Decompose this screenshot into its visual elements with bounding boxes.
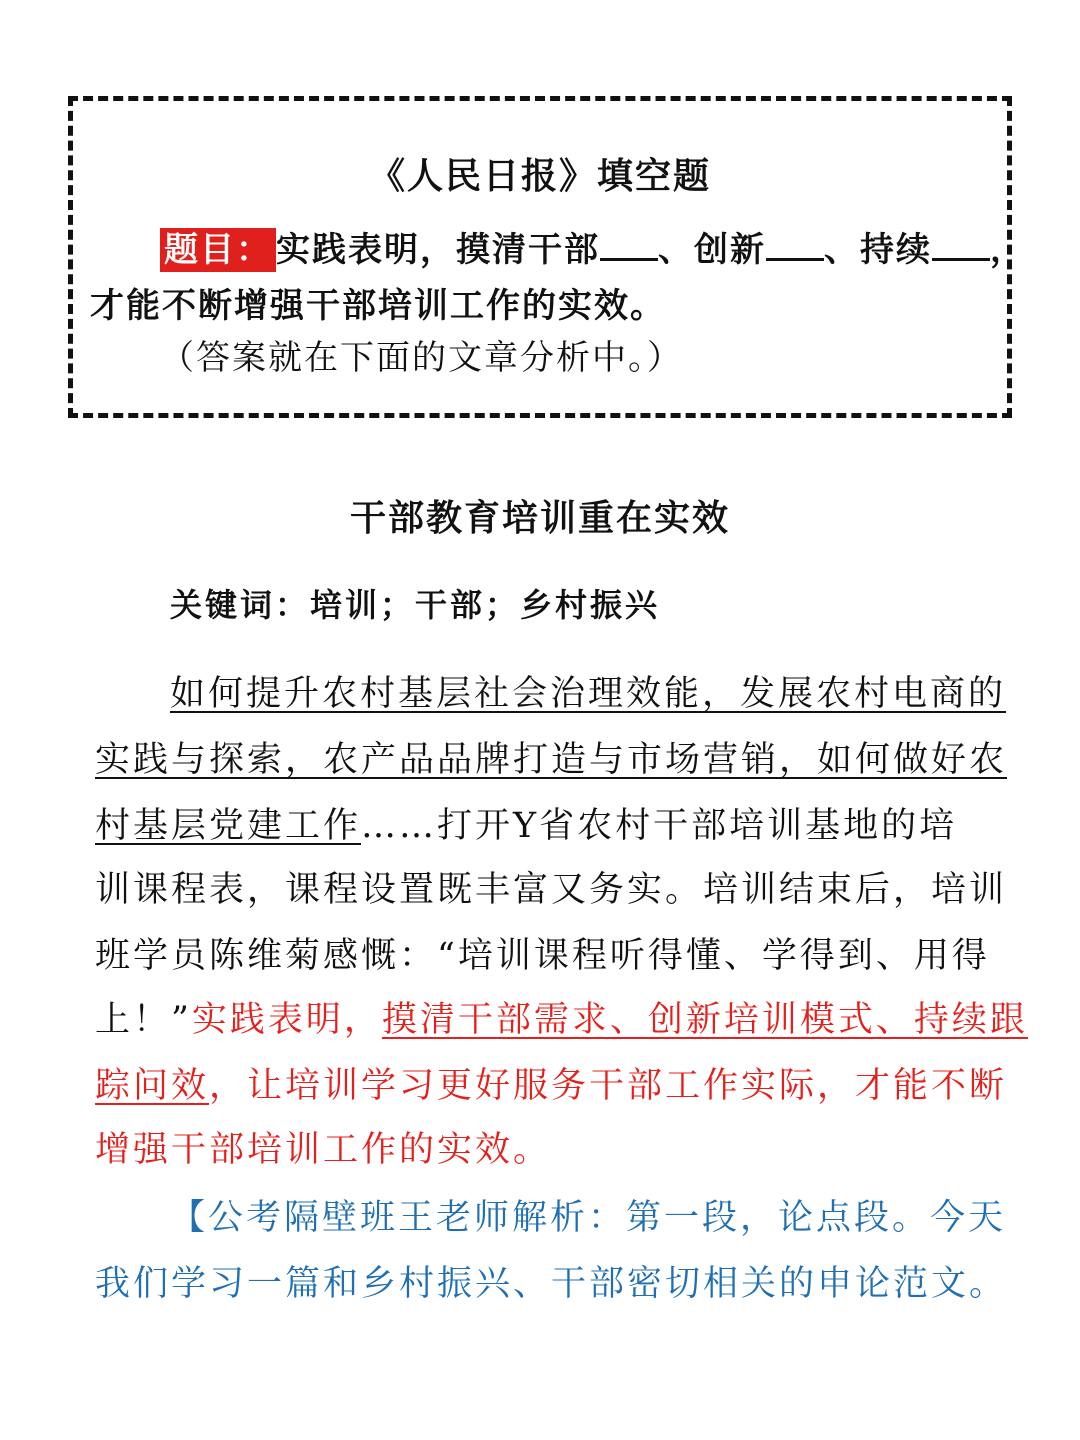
quiz-question-line-2: 才能不断增强干部培训工作的实效。 [90, 286, 666, 326]
quiz-answer-hint: （答案就在下面的文章分析中。） [160, 338, 683, 378]
article-title: 干部教育培训重在实效 [349, 497, 730, 539]
paragraph-line-3 [95, 804, 957, 848]
paragraph-line-2: 实践与探索，农产品品牌打造与市场营销，如何做好农 [95, 740, 1008, 780]
question-text-b: 、创新 [658, 230, 766, 270]
analysis-line-1: 【公考隔壁班王老师解析：第一段，论点段。今天 [170, 1198, 1007, 1238]
blank-1 [600, 232, 658, 261]
paragraph-line-7-underlined: 踪问效 [95, 1066, 210, 1106]
quiz-title: 《人民日报》填空题 [368, 155, 711, 197]
paragraph-line-7 [95, 1064, 1007, 1108]
question-text-d: ， [990, 230, 1026, 270]
blank-3 [932, 232, 990, 261]
paragraph-line-8: 增强干部培训工作的实效。 [95, 1130, 552, 1170]
paragraph-line-6-b: 实践表明， [191, 1000, 382, 1040]
paragraph-line-3-rest: ……打开Y省农村干部培训基地的培 [361, 806, 958, 846]
paragraph-line-3-underlined: 村基层党建工作 [95, 806, 362, 846]
article-keywords: 关键词：培训；干部；乡村振兴 [170, 586, 661, 624]
question-text-a: 实践表明，摸清干部 [276, 230, 600, 270]
paragraph-line-5: 班学员陈维菊感慨：“培训课程听得懂、学得到、用得 [95, 936, 990, 976]
paragraph-line-6-a: 上！” [95, 1000, 192, 1040]
paragraph-line-6-c: 摸清干部需求、创新培训模式、持续跟 [381, 1000, 1028, 1040]
paragraph-line-6 [95, 998, 1028, 1042]
paragraph-line-7-rest: ，让培训学习更好服务干部工作实际，才能不断 [209, 1066, 1008, 1106]
question-text-c: 、持续 [824, 230, 932, 270]
blank-2 [766, 232, 824, 261]
question-label: 题目： [160, 228, 276, 272]
paragraph-line-1: 如何提升农村基层社会治理效能，发展农村电商的 [170, 674, 1007, 714]
analysis-line-2: 我们学习一篇和乡村振兴、干部密切相关的申论范文。 [95, 1264, 1008, 1304]
paragraph-line-4: 训课程表，课程设置既丰富又务实。培训结束后，培训 [95, 870, 1008, 910]
quiz-question-line-1 [160, 222, 1026, 271]
